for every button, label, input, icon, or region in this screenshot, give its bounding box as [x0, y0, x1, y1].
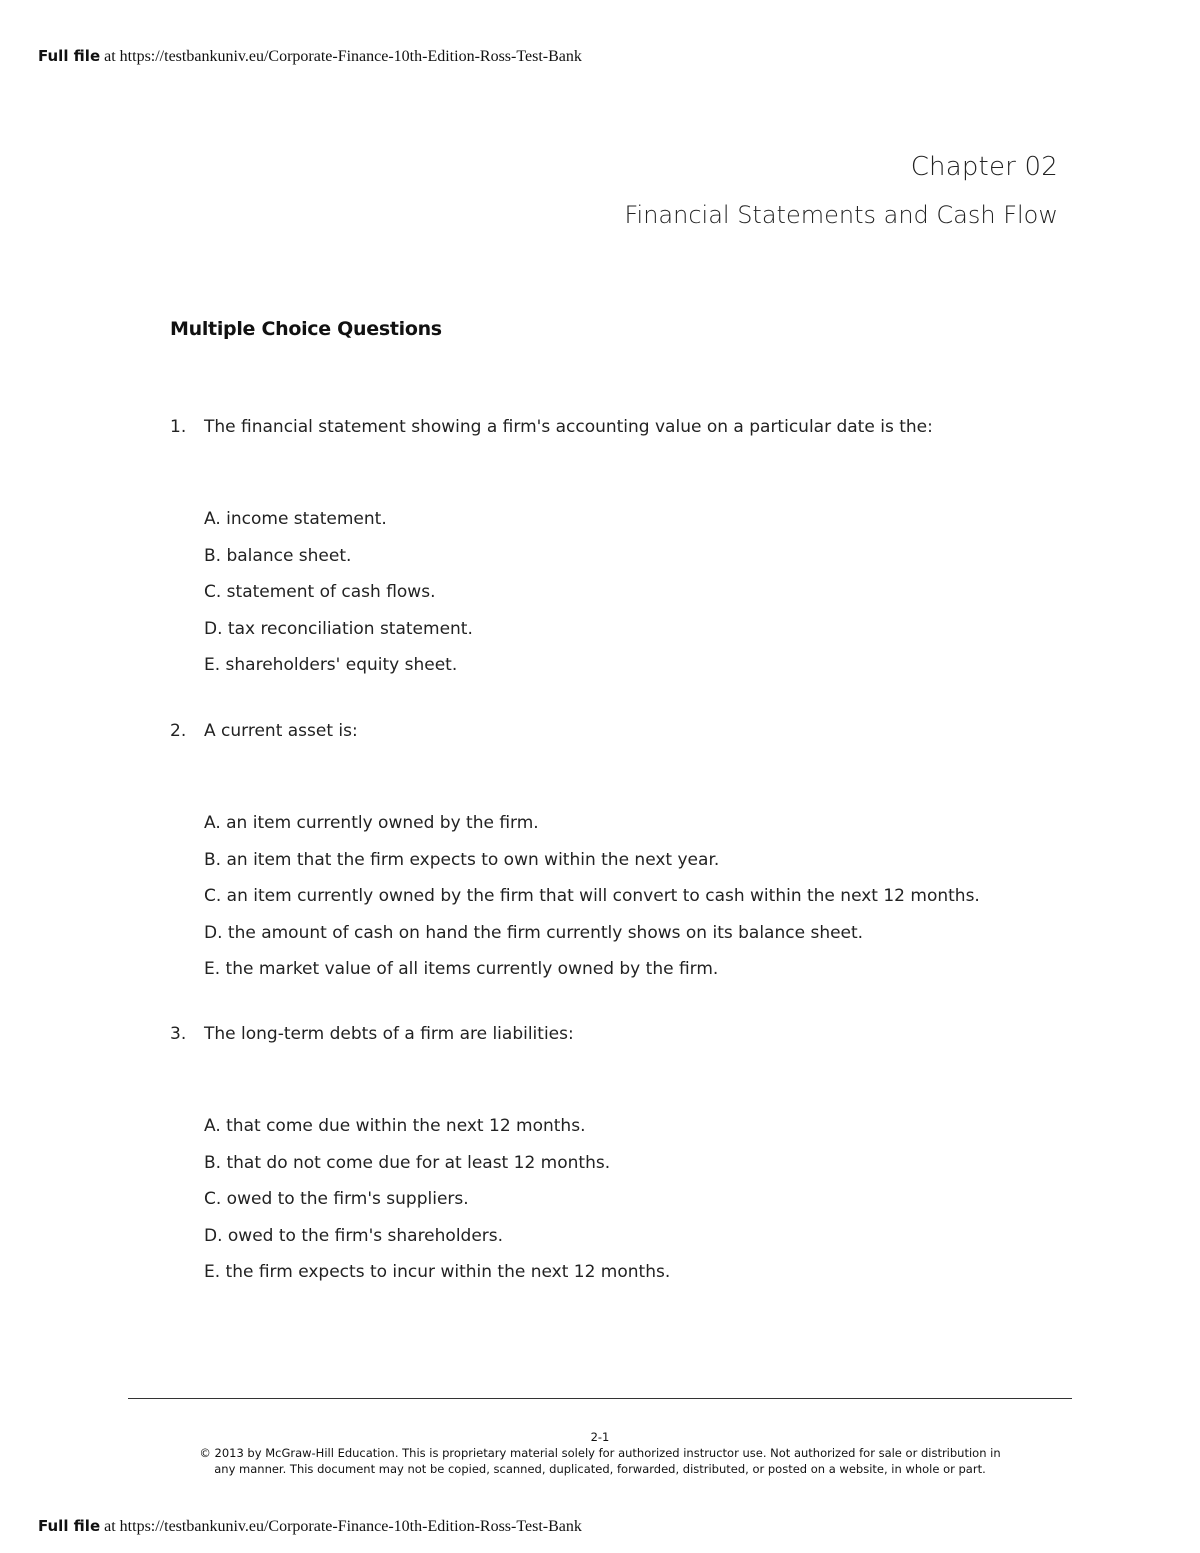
chapter-header — [624, 150, 1058, 232]
answer-option-b: B. that do not come due for at least 12 months. — [204, 1152, 611, 1173]
answer-option-d: D. tax reconciliation statement. — [204, 618, 473, 639]
answer-option-b: B. an item that the firm expects to own within the next year. — [204, 849, 720, 870]
page-footer — [128, 1429, 1072, 1477]
answer-options — [204, 1115, 1070, 1298]
answer-option-c: C. an item currently owned by the firm that will convert to cash within the next 12 months. — [204, 886, 980, 907]
answer-option-e: E. shareholders' equity sheet. — [204, 655, 458, 676]
question-stem — [170, 1023, 1070, 1045]
answer-option-a: A. an item currently owned by the firm. — [204, 813, 539, 833]
question-1 — [170, 416, 1070, 691]
question-number: 2. — [170, 721, 187, 741]
answer-option-b: B. balance sheet. — [204, 545, 352, 566]
question-text: The long-term debts of a firm are liabilities: — [204, 1024, 574, 1044]
banner-url-text: at https://testbankuniv.eu/Corporate-Finance-10th-Edition-Ross-Test-Bank — [100, 48, 582, 65]
banner-label: Full file — [38, 1517, 101, 1535]
answer-option-a: A. income statement. — [204, 509, 387, 529]
answer-options — [204, 812, 1070, 995]
question-text: The financial statement showing a firm's accounting value on a particular date is the: — [204, 417, 933, 437]
banner-label: Full file — [38, 47, 101, 65]
question-stem — [170, 720, 1070, 742]
question-number: 1. — [170, 417, 187, 437]
section-heading: Multiple Choice Questions — [170, 318, 442, 340]
copyright-line-2: any manner. This document may not be copied, scanned, duplicated, forwarded, distributed, or posted on a website, in whole or part. — [214, 1462, 986, 1476]
question-number: 3. — [170, 1024, 187, 1044]
answer-option-d: D. the amount of cash on hand the firm currently shows on its balance sheet. — [204, 922, 864, 943]
chapter-number: Chapter 02 — [910, 152, 1058, 182]
footer-divider — [128, 1398, 1072, 1399]
answer-option-d: D. owed to the firm's shareholders. — [204, 1225, 504, 1246]
answer-options — [204, 508, 1070, 691]
answer-option-a: A. that come due within the next 12 months. — [204, 1116, 586, 1136]
banner-url-text: at https://testbankuniv.eu/Corporate-Finance-10th-Edition-Ross-Test-Bank — [100, 1518, 582, 1535]
bottom-source-banner — [38, 1517, 582, 1536]
page-number: 2-1 — [590, 1430, 610, 1444]
answer-option-e: E. the market value of all items currently owned by the firm. — [204, 959, 719, 980]
answer-option-c: C. owed to the firm's suppliers. — [204, 1189, 469, 1210]
question-2 — [170, 720, 1070, 995]
answer-option-e: E. the firm expects to incur within the next 12 months. — [204, 1262, 671, 1283]
answer-option-c: C. statement of cash flows. — [204, 582, 436, 603]
copyright-line-1: © 2013 by McGraw-Hill Education. This is proprietary material solely for authorized instructor use. Not authorized for sale or distribution in — [199, 1446, 1001, 1460]
question-text: A current asset is: — [204, 721, 358, 741]
question-stem — [170, 416, 1070, 438]
chapter-title: Financial Statements and Cash Flow — [624, 201, 1058, 229]
question-3 — [170, 1023, 1070, 1298]
top-source-banner — [38, 47, 582, 66]
